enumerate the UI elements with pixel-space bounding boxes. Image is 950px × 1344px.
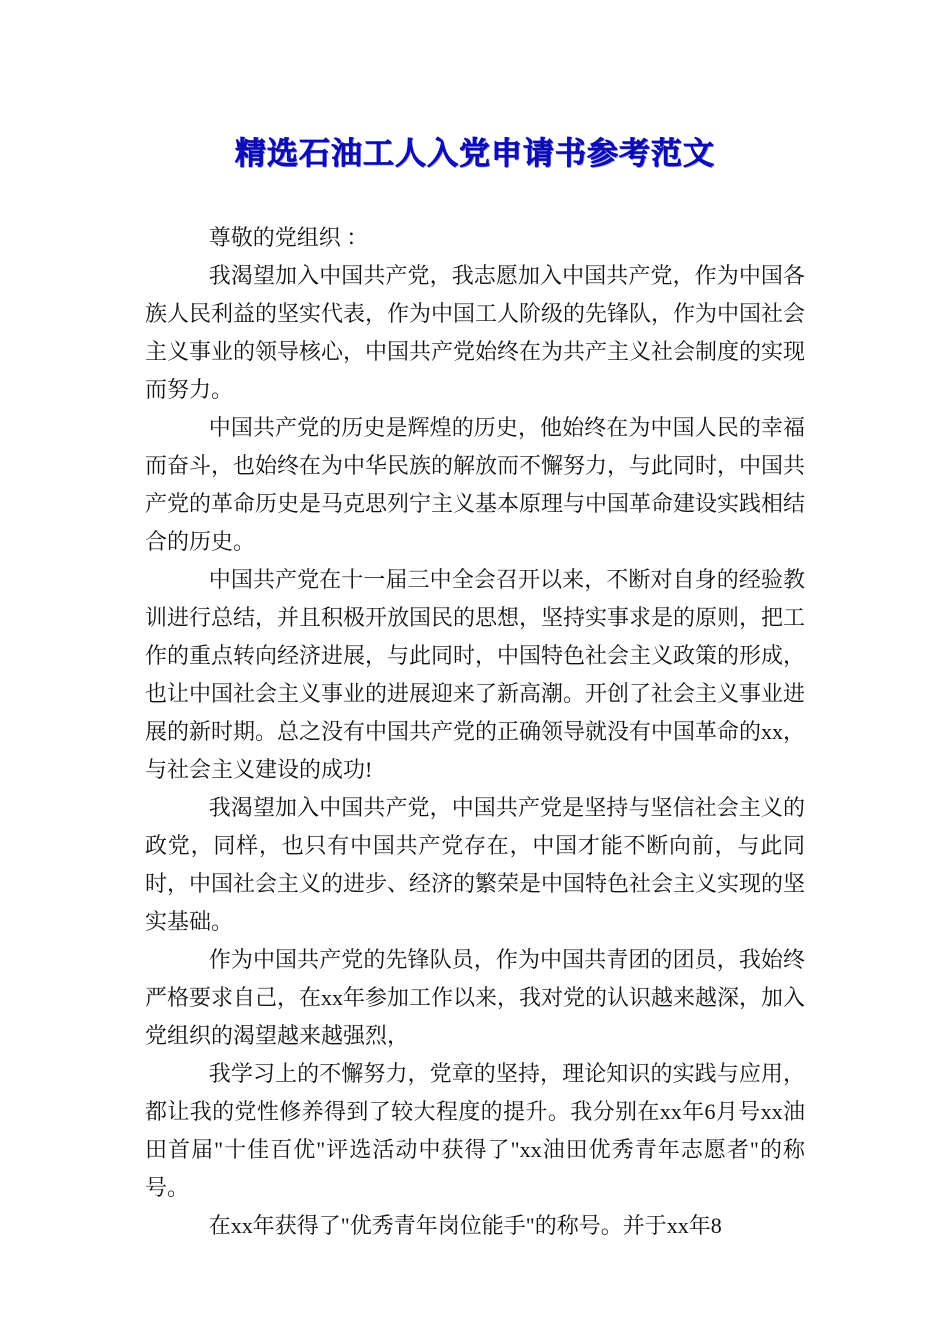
paragraph-5: 作为中国共产党的先锋队员，作为中国共青团的团员，我始终严格要求自己，在xx年参加工作以来，我对党的认识越来越深，加入党组织的渴望越来越强烈， xyxy=(145,947,806,1048)
paragraph-6: 我学习上的不懈努力，党章的坚持，理论知识的实践与应用，都让我的党性修养得到了较大程度的提升。我分别在xx年6月号xx油田首届"十佳百优"评选活动中获得了"xx油田优秀青年志愿者"的称号。 xyxy=(145,1061,805,1200)
document-title: 精选石油工人入党申请书参考范文 xyxy=(235,136,715,172)
paragraph-7: 在xx年获得了"优秀青年岗位能手"的称号。并于xx年8 xyxy=(208,1213,722,1238)
paragraph-4: 我渴望加入中国共产党，中国共产党是坚持与坚信社会主义的政党，同样，也只有中国共产党存在，中国才能不断向前，与此同时，中国社会主义的进步、经济的繁荣是中国特色社会主义实现的坚实基础。 xyxy=(145,795,806,934)
document-body xyxy=(145,219,805,1245)
paragraph-3: 中国共产党在十一届三中全会召开以来，不断对自身的经验教训进行总结，并且积极开放国民的思想，坚持实事求是的原则，把工作的重点转向经济进展，与此同时，中国特色社会主义政策的形成，也让中国社会主义事业的进展迎来了新高潮。开创了社会主义事业进展的新时期。总之没有中国共产党的正确领导就没有中国革命的xx，与社会主义建设的成功! xyxy=(145,567,806,782)
paragraph-2: 中国共产党的历史是辉煌的历史，他始终在为中国人民的幸福而奋斗，也始终在为中华民族的解放而不懈努力，与此同时，中国共产党的革命历史是马克思列宁主义基本原理与中国革命建设实践相结合的历史。 xyxy=(145,415,806,554)
salutation: 尊敬的党组织 ： xyxy=(208,225,369,250)
paragraph-1: 我渴望加入中国共产党，我志愿加入中国共产党，作为中国各族人民利益的坚实代表，作为中国工人阶级的先锋队，作为中国社会主义事业的领导核心，中国共产党始终在为共产主义社会制度的实现而努力。 xyxy=(145,263,806,402)
